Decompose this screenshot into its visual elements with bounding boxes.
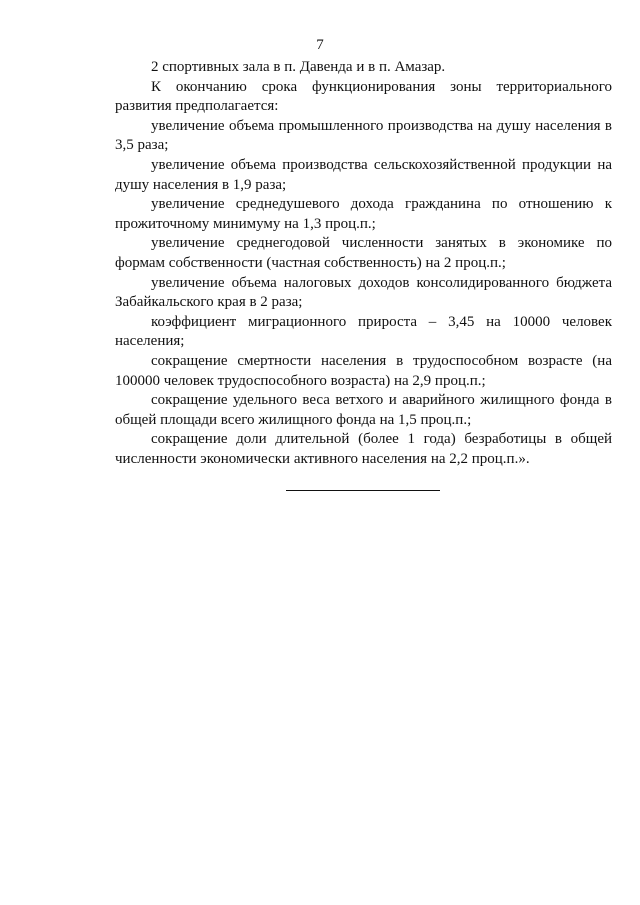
paragraph-tax-revenue: увеличение объема налоговых доходов консолидированного бюджета Забайкальского края в 2 раза;	[115, 274, 612, 311]
paragraph-sports-halls: 2 спортивных зала в п. Давенда и в п. Амазар.	[151, 59, 446, 75]
paragraph-per-capita-income: увеличение среднедушевого дохода гражданина по отношению к прожиточному минимуму на 1,3 проц.п.;	[115, 196, 612, 232]
document-body	[115, 58, 612, 469]
paragraph-migration: коэффициент миграционного прироста – 3,45 на 10000 человек населения;	[115, 313, 612, 350]
paragraph-intro-expectations: К окончанию срока функционирования зоны территориального развития предполагается:	[115, 78, 612, 115]
paragraph-housing: сокращение удельного веса ветхого и аварийного жилищного фонда в общей площади всего жилищного фонда на 1,5 проц.п.;	[115, 392, 612, 428]
paragraph-unemployment: сокращение доли длительной (более 1 года) безработицы в общей численности экономически активного населения на 2,2 проц.п.».	[115, 431, 612, 467]
paragraph-employment: увеличение среднегодовой численности занятых в экономике по формам собственности (частная собственность) на 2 проц.п.;	[115, 235, 612, 271]
closing-divider-line	[286, 490, 440, 491]
paragraph-industrial-output: увеличение объема промышленного производства на душу населения в 3,5 раза;	[115, 117, 612, 154]
paragraph-agricultural-output: увеличение объема производства сельскохозяйственной продукции на душу населения в 1,9 раза;	[115, 156, 612, 193]
page-number: 7	[316, 37, 324, 53]
paragraph-mortality: сокращение смертности населения в трудоспособном возрасте (на 100000 человек трудоспособного возраста) на 2,9 проц.п.;	[115, 352, 612, 389]
